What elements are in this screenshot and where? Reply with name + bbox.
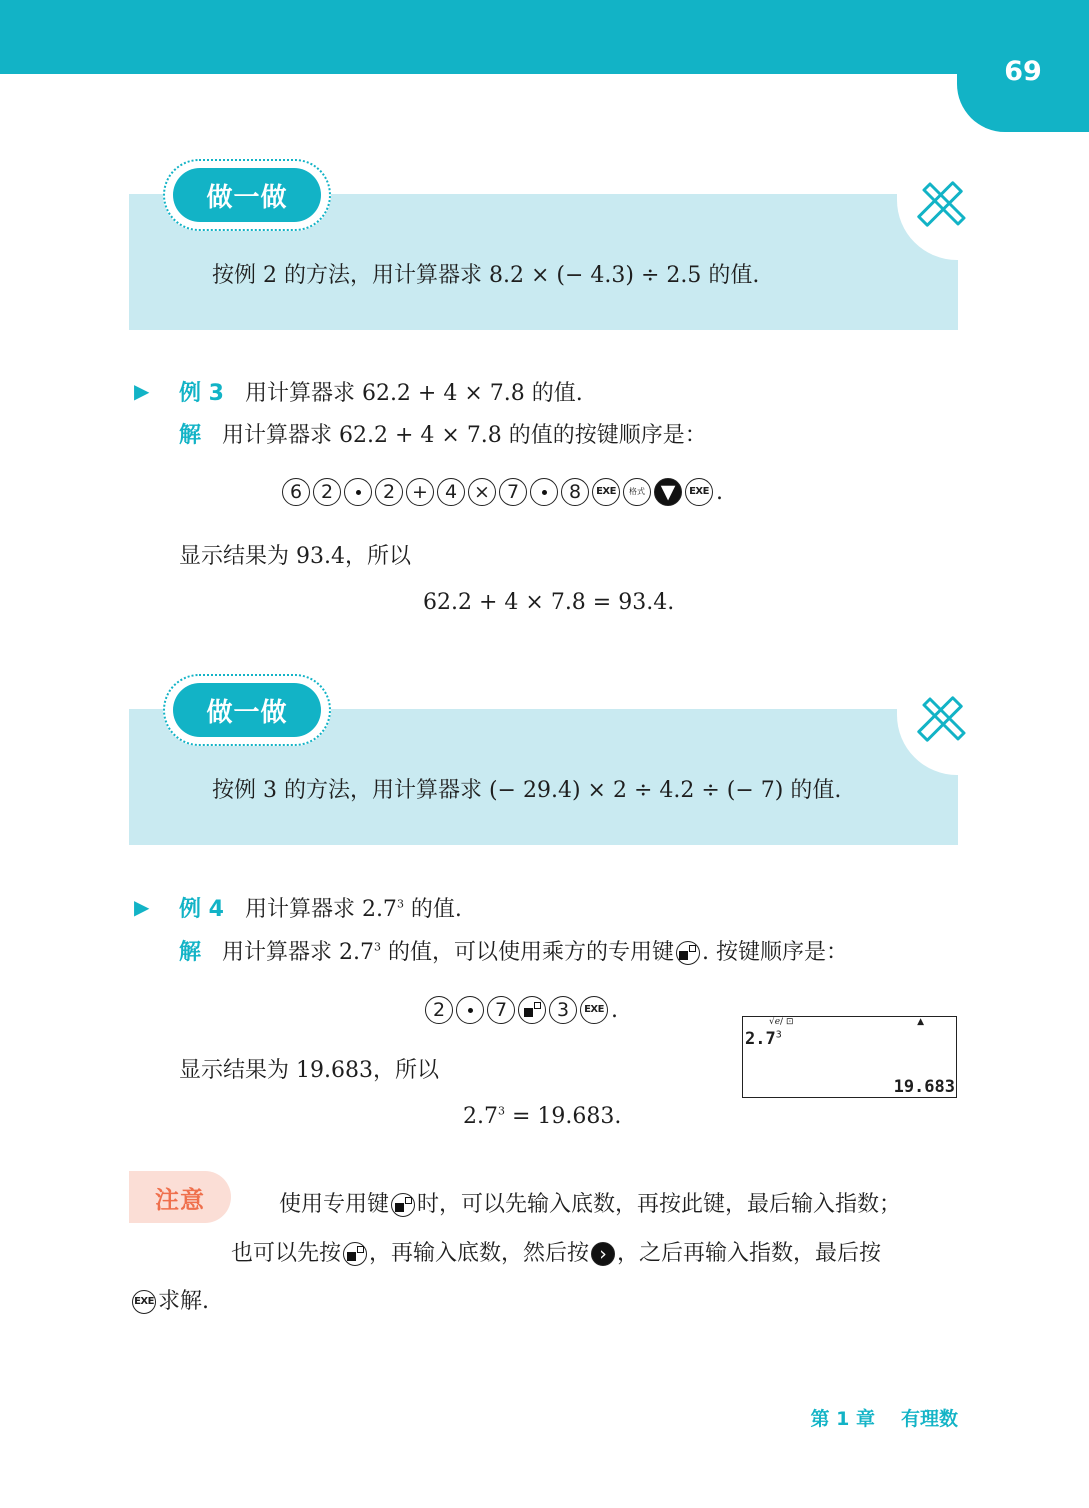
activity-box-2 bbox=[129, 697, 958, 845]
key-multiply: × bbox=[468, 478, 496, 506]
up-arrow-icon: ▲ bbox=[917, 1017, 924, 1027]
calculator-screen bbox=[742, 1016, 957, 1098]
triangle-bullet-icon: ▶ bbox=[134, 895, 150, 919]
power-key-icon bbox=[676, 941, 700, 965]
key-exe: EXE bbox=[685, 478, 713, 506]
note-line-1: 使用专用键 时，可以先输入底数，再按此键，最后输入指数； bbox=[279, 1192, 902, 1217]
note-line-2: 也可以先按 ，再输入底数，然后按 › ，之后再输入指数，最后按 bbox=[231, 1241, 882, 1266]
key-decimal bbox=[344, 478, 372, 506]
equation-4: $2.7^3 = 19.683$. bbox=[463, 1104, 622, 1129]
key-exe: EXE bbox=[132, 1290, 156, 1314]
solution-text: 用计算器求 2.7 bbox=[222, 940, 374, 965]
example-label: 例 3 bbox=[179, 381, 224, 406]
power-key-icon bbox=[518, 996, 546, 1024]
key-plus: + bbox=[406, 478, 434, 506]
solution-text-end: . 按键顺序是： bbox=[701, 940, 848, 965]
top-bar bbox=[0, 0, 1089, 74]
example-3-line bbox=[179, 376, 583, 407]
equation-3: 62.2 + 4 × 7.8 = 93.4. bbox=[423, 590, 675, 615]
solution-4-line bbox=[179, 935, 848, 966]
note-badge: 注意 bbox=[129, 1171, 231, 1223]
solution-text-mid: 的值，可以使用乘方的专用键 bbox=[380, 940, 674, 965]
key-decimal bbox=[456, 996, 484, 1024]
page-number-tab bbox=[957, 0, 1089, 132]
note-line-3: EXE 求解. bbox=[132, 1284, 209, 1315]
key-format: 格式 bbox=[623, 478, 651, 506]
screen-result: 19.683 bbox=[893, 1077, 955, 1097]
example-question-end: 的值. bbox=[403, 897, 462, 922]
key-2: 2 bbox=[425, 996, 453, 1024]
footer bbox=[811, 1404, 958, 1431]
key-decimal bbox=[530, 478, 558, 506]
activity-box-1 bbox=[129, 182, 958, 330]
footer-chapter: 第 1 章 bbox=[810, 1408, 875, 1430]
example-question: 用计算器求 62.2 + 4 × 7.8 的值. bbox=[244, 381, 583, 406]
key-sequence-3: 6 2 2 + 4 × 7 8 EXE 格式 ▼ EXE . bbox=[282, 478, 723, 506]
key-4: 4 bbox=[437, 478, 465, 506]
solution-text: 用计算器求 62.2 + 4 × 7.8 的值的按键顺序是： bbox=[222, 423, 707, 448]
activity-badge: 做一做 bbox=[173, 168, 321, 222]
result-text-3: 显示结果为 93.4，所以 bbox=[179, 544, 411, 569]
activity-text: 按例 2 的方法，用计算器求 8.2 × (− 4.3) ÷ 2.5 的值. bbox=[212, 263, 760, 288]
page-number: 69 bbox=[1004, 56, 1042, 87]
pencil-ruler-icon bbox=[912, 691, 972, 751]
footer-title: 有理数 bbox=[900, 1408, 958, 1430]
key-3: 3 bbox=[549, 996, 577, 1024]
power-key-icon bbox=[343, 1242, 367, 1266]
pencil-ruler-icon bbox=[912, 176, 972, 236]
screen-expression: $2.7^3$ bbox=[745, 1029, 782, 1049]
example-label: 例 4 bbox=[179, 897, 224, 922]
key-8: 8 bbox=[561, 478, 589, 506]
result-text-4: 显示结果为 19.683，所以 bbox=[179, 1058, 439, 1083]
solution-label: 解 bbox=[179, 940, 202, 965]
key-2: 2 bbox=[313, 478, 341, 506]
key-7: 7 bbox=[499, 478, 527, 506]
key-7: 7 bbox=[487, 996, 515, 1024]
triangle-bullet-icon: ▶ bbox=[134, 379, 150, 403]
example-question: 用计算器求 2.7 bbox=[244, 897, 397, 922]
power-key-icon bbox=[391, 1193, 415, 1217]
key-6: 6 bbox=[282, 478, 310, 506]
exponent: 3 bbox=[373, 940, 381, 954]
activity-badge: 做一做 bbox=[173, 683, 321, 737]
key-2: 2 bbox=[375, 478, 403, 506]
status-icons: √ℯ/ ⊡ bbox=[769, 1017, 794, 1027]
key-exe: EXE bbox=[580, 996, 608, 1024]
exponent: 3 bbox=[396, 897, 404, 911]
example-4-line bbox=[179, 892, 462, 923]
key-sequence-4: 2 7 3 EXE . bbox=[425, 996, 618, 1024]
right-arrow-key-icon: › bbox=[591, 1242, 615, 1266]
solution-3-line bbox=[179, 418, 707, 449]
activity-text: 按例 3 的方法，用计算器求 (− 29.4) × 2 ÷ 4.2 ÷ (− 7) 的值. bbox=[212, 778, 842, 803]
solution-label: 解 bbox=[179, 423, 202, 448]
key-exe: EXE bbox=[592, 478, 620, 506]
key-down-arrow-icon: ▼ bbox=[654, 478, 682, 506]
